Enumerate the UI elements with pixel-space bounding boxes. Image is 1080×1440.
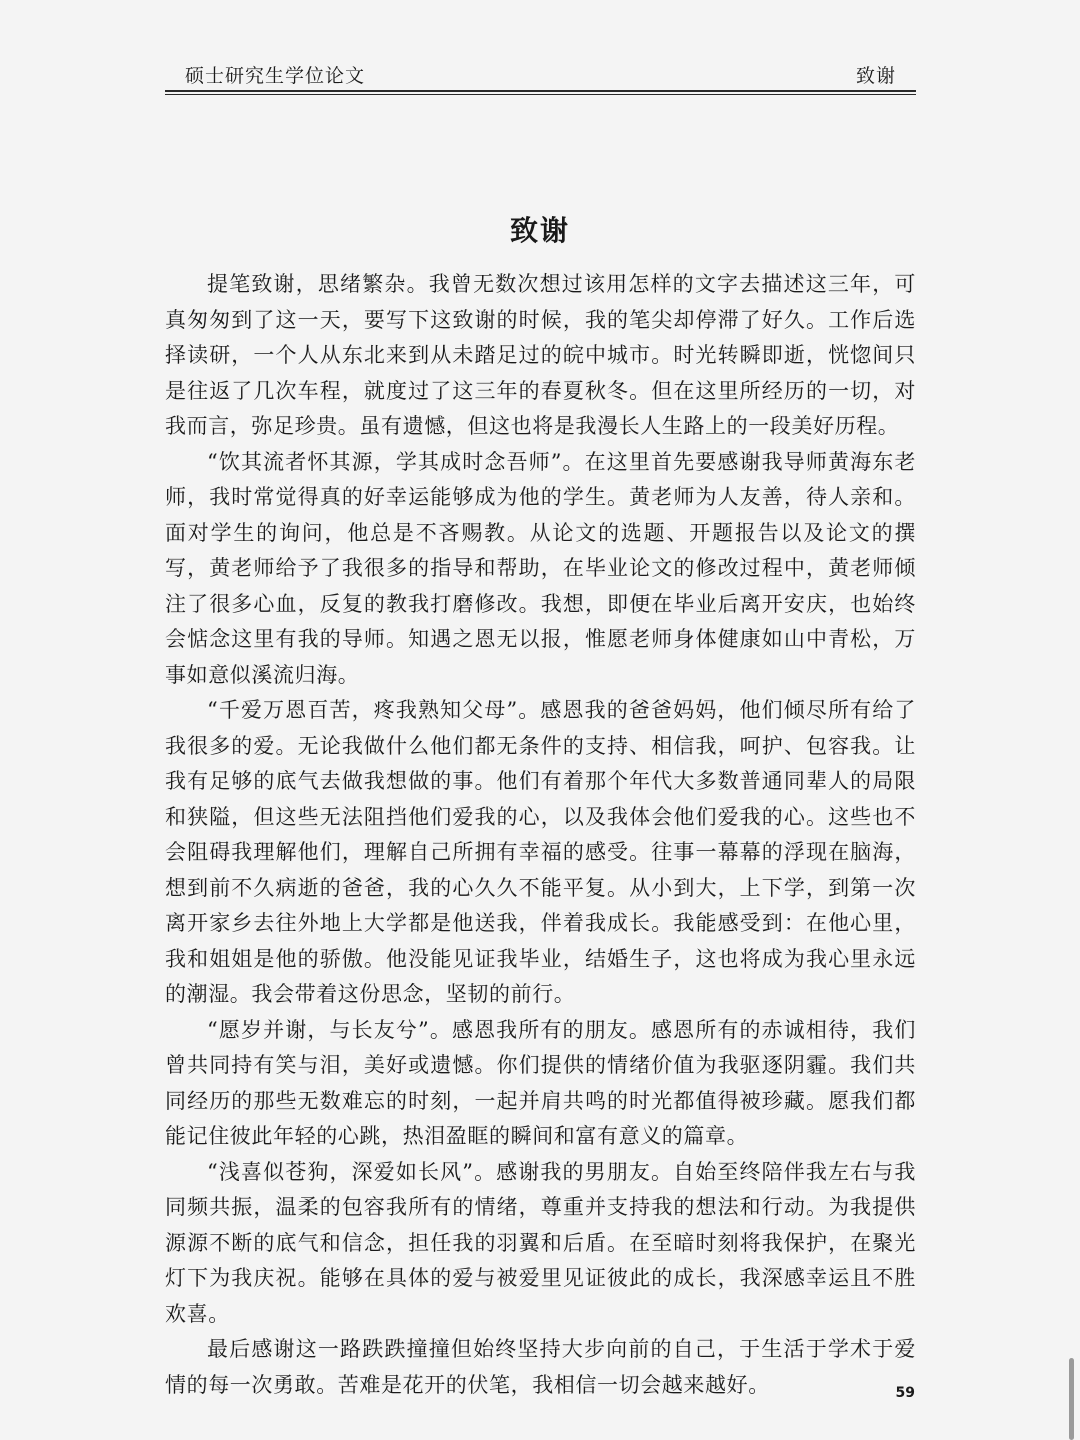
paragraph-advisor: “饮其流者怀其源，学其成时念吾师”。在这里首先要感谢我导师黄海东老师，我时常觉得真的好幸运能够成为他的学生。黄老师为人友善，待人亲和。面对学生的询问，他总是不吝赐教。从论文的选题、开题报告以及论文的撰写，黄老师给予了我很多的指导和帮助，在毕业论文的修改过程中，黄老师倾注了很多心血，反复的教我打磨修改。我想，即便在毕业后离开安庆，也始终会惦念这里有我的导师。知遇之恩无以报，惟愿老师身体健康如山中青松，万事如意似溪流归海。 xyxy=(165,449,916,687)
running-header xyxy=(165,62,916,90)
paragraph-parents: “千爱万恩百苦，疼我熟知父母”。感恩我的爸爸妈妈，他们倾尽所有给了我很多的爱。无论我做什么他们都无条件的支持、相信我，呵护、包容我。让我有足够的底气去做我想做的事。他们有着那个年代大多数普通同辈人的局限和狭隘，但这些无法阻挡他们爱我的心，以及我体会他们爱我的心。这些也不会阻碍我理解他们，理解自己所拥有幸福的感受。往事一幕幕的浮现在脑海，想到前不久病逝的爸爸，我的心久久不能平复。从小到大，上下学，到第一次离开家乡去往外地上大学都是他送我，伴着我成长。我能感受到：在他心里，我和姐姐是他的骄傲。他没能见证我毕业，结婚生子，这也将成为我心里永远的潮湿。我会带着这份思念，坚韧的前行。 xyxy=(165,698,916,1006)
header-thesis-type: 硕士研究生学位论文 xyxy=(185,65,366,87)
paragraph-friends: “愿岁并谢，与长友兮”。感恩我所有的朋友。感恩所有的赤诚相待，我们曾共同持有笑与泪，美好或遗憾。你们提供的情绪价值为我驱逐阴霾。我们共同经历的那些无数难忘的时刻，一起并肩共鸣的时光都值得被珍藏。愿我们都能记住彼此年轻的心跳，热泪盈眶的瞬间和富有意义的篇章。 xyxy=(165,1017,916,1148)
page-number: 59 xyxy=(895,1385,915,1401)
header-divider xyxy=(165,90,916,92)
page-title: 致谢 xyxy=(509,213,570,247)
paragraph-intro: 提笔致谢，思绪繁杂。我曾无数次想过该用怎样的文字去描述这三年，可真匆匆到了这一天，要写下这致谢的时候，我的笔尖却停滞了好久。工作后选择读研，一个人从东北来到从未踏足过的皖中城市。时光转瞬即逝，恍惚间只是往返了几次车程，就度过了这三年的春夏秋冬。但在这里所经历的一切，对我而言，弥足珍贵。虽有遗憾，但这也将是我漫长人生路上的一段美好历程。 xyxy=(165,272,916,438)
header-divider-thin xyxy=(165,94,916,95)
vertical-scrollbar[interactable] xyxy=(1069,1358,1074,1440)
paragraph-self: 最后感谢这一路跌跌撞撞但始终坚持大步向前的自己，于生活于学术于爱情的每一次勇敢。苦难是花开的伏笔，我相信一切会越来越好。 xyxy=(165,1337,916,1397)
acknowledgement-body xyxy=(165,267,916,1403)
paragraph-boyfriend: “浅喜似苍狗，深爱如长风”。感谢我的男朋友。自始至终陪伴我左右与我同频共振，温柔的包容我所有的情绪，尊重并支持我的想法和行动。为我提供源源不断的底气和信念，担任我的羽翼和后盾。在至暗时刻将我保护，在聚光灯下为我庆祝。能够在具体的爱与被爱里见证彼此的成长，我深感幸运且不胜欢喜。 xyxy=(165,1159,916,1326)
header-section-title: 致谢 xyxy=(855,65,896,87)
